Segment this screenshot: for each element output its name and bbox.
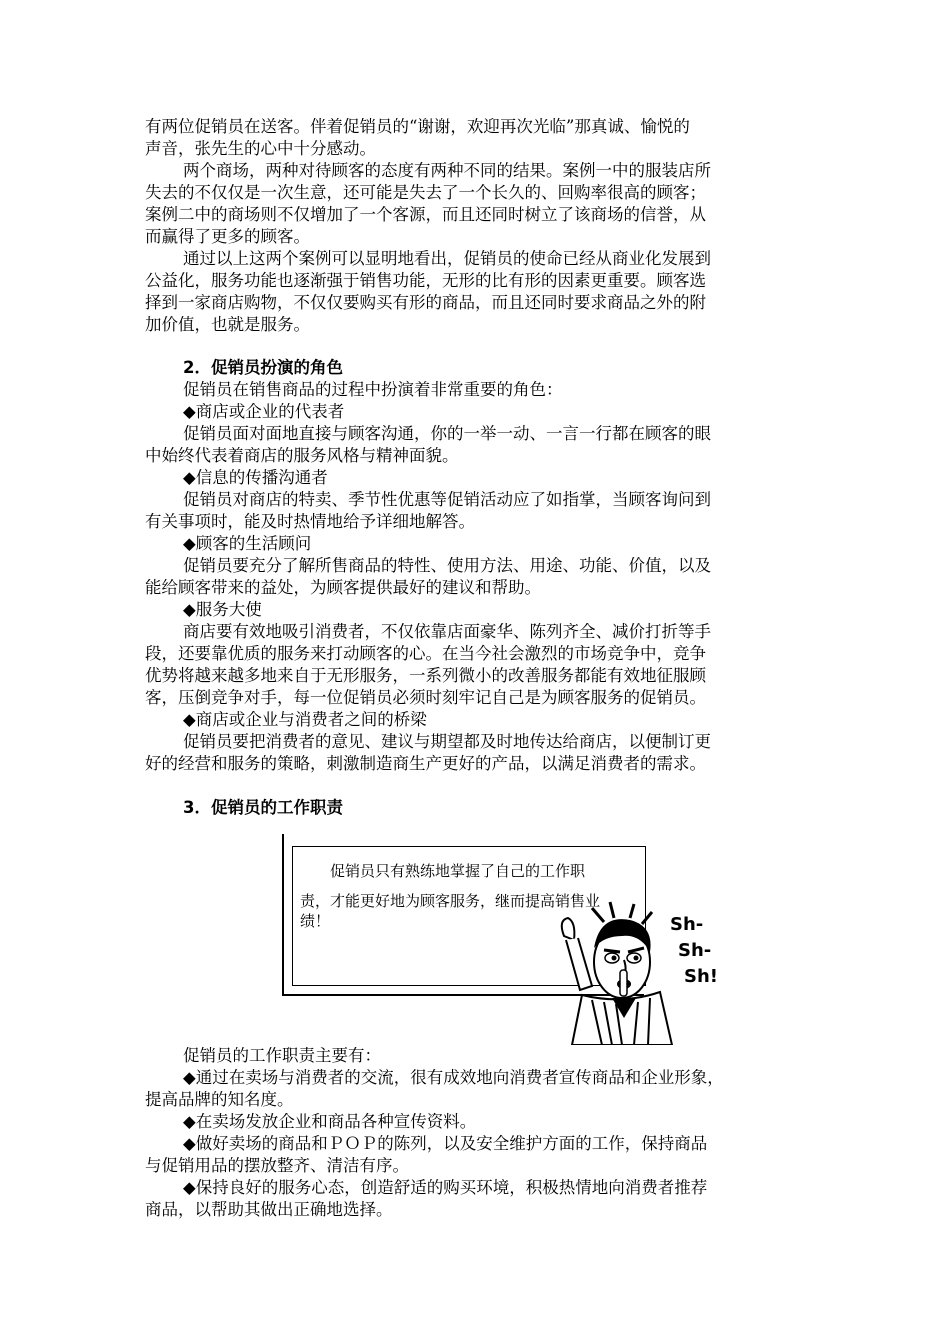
callout-text: 责，才能更好地为顾客服务，继而提高销售业 [300,892,601,910]
body-line: 加价值，也就是服务。 [145,315,310,334]
bullet-item: ◆商店或企业与消费者之间的桥梁 [183,710,427,729]
body-line: 促销员在销售商品的过程中扮演着非常重要的角色： [183,380,563,399]
callout-text: 绩！ [300,912,331,930]
body-line: 促销员要充分了解所售商品的特性、使用方法、用途、功能、价值，以及 [183,556,711,575]
bullet-item: ◆做好卖场的商品和ＰＯＰ的陈列，以及安全维护方面的工作，保持商品 [183,1134,708,1153]
shushing-man-illustration [552,900,722,1045]
body-line: 促销员面对面地直接与顾客沟通，你的一举一动、一言一行都在顾客的眼 [183,424,711,443]
body-line: 公益化，服务功能也逐渐强于销售功能，无形的比有形的因素更重要。顾客选 [145,271,706,290]
body-line: 择到一家商店购物，不仅仅要购买有形的商品，而且还同时要求商品之外的附 [145,293,706,312]
body-line: 两个商场，两种对待顾客的态度有两种不同的结果。案例一中的服装店所 [183,161,711,180]
body-line: 促销员要把消费者的意见、建议与期望都及时地传达给商店，以便制订更 [183,732,711,751]
cartoon-text: Sh- [678,940,712,961]
body-line: 优势将越来越多地来自于无形服务，一系列微小的改善服务都能有效地征服顾 [145,666,706,685]
bullet-item: ◆商店或企业的代表者 [183,402,345,421]
body-line: 失去的不仅仅是一次生意，还可能是失去了一个长久的、回购率很高的顾客； [145,183,706,202]
bullet-item: ◆信息的传播沟通者 [183,468,328,487]
callout-text: 促销员只有熟练地掌握了自己的工作职 [330,862,586,880]
body-line: 提高品牌的知名度。 [145,1090,294,1109]
body-line: 有关事项时，能及时热情地给予详细地解答。 [145,512,475,531]
section-heading: 2．促销员扮演的角色 [183,358,343,377]
bullet-item: ◆通过在卖场与消费者的交流，很有成效地向消费者宣传商品和企业形象， [183,1068,724,1087]
bullet-item: ◆服务大使 [183,600,262,619]
body-line: 好的经营和服务的策略，刺激制造商生产更好的产品，以满足消费者的需求。 [145,754,706,773]
body-line: 商店要有效地吸引消费者，不仅依靠店面豪华、陈列齐全、减价打折等手 [183,622,711,641]
cartoon-text: Sh- [670,914,704,935]
body-line: 而赢得了更多的顾客。 [145,227,310,246]
body-line: 促销员的工作职责主要有： [183,1046,381,1065]
body-line: 中始终代表着商店的服务风格与精神面貌。 [145,446,459,465]
body-line: 商品，以帮助其做出正确地选择。 [145,1200,393,1219]
bullet-item: ◆顾客的生活顾问 [183,534,312,553]
body-line: 案例二中的商场则不仅增加了一个客源，而且还同时树立了该商场的信誉，从 [145,205,706,224]
body-line: 声音，张先生的心中十分感动。 [145,139,376,158]
bullet-item: ◆保持良好的服务心态，创造舒适的购买环境，积极热情地向消费者推荐 [183,1178,708,1197]
body-line: 通过以上这两个案例可以显明地看出，促销员的使命已经从商业化发展到 [183,249,711,268]
body-line: 段，还要靠优质的服务来打动顾客的心。在当今社会激烈的市场竞争中，竞争 [145,644,706,663]
body-line: 能给顾客带来的益处，为顾客提供最好的建议和帮助。 [145,578,541,597]
body-line: 客，压倒竞争对手，每一位促销员必须时刻牢记自己是为顾客服务的促销员。 [145,688,706,707]
cartoon-text: Sh! [684,966,718,987]
body-line: 促销员对商店的特卖、季节性优惠等促销活动应了如指掌，当顾客询问到 [183,490,711,509]
body-line: 与促销用品的摆放整齐、清洁有序。 [145,1156,409,1175]
body-line: 有两位促销员在送客。伴着促销员的“谢谢，欢迎再次光临”那真诚、愉悦的 [145,117,690,136]
bullet-item: ◆在卖场发放企业和商品各种宣传资料。 [183,1112,477,1131]
section-heading: 3．促销员的工作职责 [183,798,343,817]
